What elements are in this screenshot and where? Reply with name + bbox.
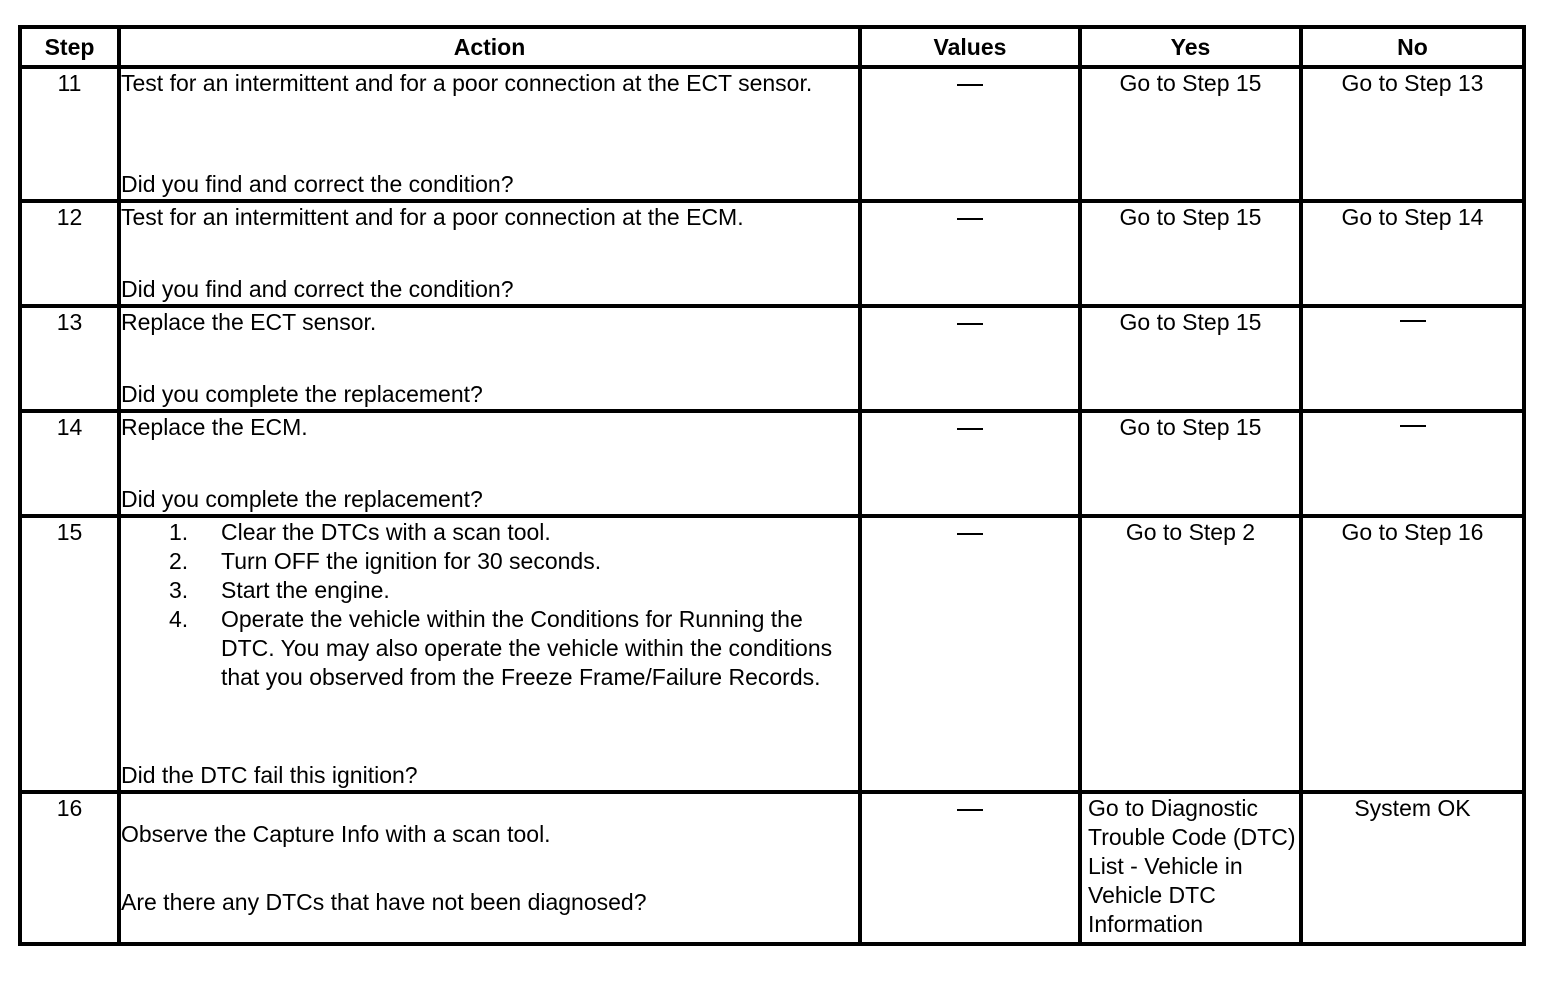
- action-cell: [119, 411, 860, 516]
- values-cell: [860, 516, 1080, 792]
- yes-cell: Go to Step 15: [1080, 201, 1301, 306]
- action-text: Observe the Capture Info with a scan tool.: [121, 820, 551, 847]
- step-number: 12: [20, 201, 119, 306]
- list-item: [169, 547, 858, 576]
- no-dash: [1400, 320, 1426, 322]
- action-cell: [119, 306, 860, 411]
- list-item: [169, 576, 858, 605]
- yes-cell: Go to Step 15: [1080, 411, 1301, 516]
- no-cell: Go to Step 14: [1301, 201, 1524, 306]
- header-step: Step: [20, 27, 119, 67]
- action-question: Did you complete the replacement?: [121, 486, 483, 512]
- value-dash: [957, 428, 983, 430]
- list-item: [169, 518, 858, 547]
- action-text: Test for an intermittent and for a poor connection at the ECT sensor.: [121, 70, 813, 96]
- header-no: No: [1301, 27, 1524, 67]
- list-item-text: Operate the vehicle within the Conditions for Running the DTC. You may also operate the vehicle within the conditions that you observed from the Freeze Frame/Failure Records.: [221, 606, 833, 690]
- step-number: 16: [20, 792, 119, 944]
- yes-cell: Go to Step 15: [1080, 67, 1301, 201]
- action-question: Did you find and correct the condition?: [121, 171, 514, 197]
- header-row: [20, 27, 1524, 67]
- action-question: Did you find and correct the condition?: [121, 276, 514, 302]
- yes-cell: Go to Diagnostic Trouble Code (DTC) List - Vehicle in Vehicle DTC Information: [1080, 792, 1301, 944]
- table-row: [20, 306, 1524, 411]
- procedure-list: [121, 518, 858, 692]
- table-row: [20, 201, 1524, 306]
- table-row: [20, 67, 1524, 201]
- values-cell: [860, 792, 1080, 944]
- list-item-number: 2.: [169, 548, 189, 574]
- no-cell: Go to Step 13: [1301, 67, 1524, 201]
- table-row: [20, 792, 1524, 944]
- action-question: Are there any DTCs that have not been diagnosed?: [121, 888, 647, 915]
- no-cell: [1301, 306, 1524, 411]
- action-question: Did you complete the replacement?: [121, 381, 483, 407]
- action-text: Test for an intermittent and for a poor connection at the ECM.: [121, 204, 744, 230]
- list-item-text: Clear the DTCs with a scan tool.: [221, 519, 551, 545]
- list-item-number: 1.: [169, 519, 189, 545]
- list-item-number: 4.: [169, 606, 189, 632]
- yes-cell: Go to Step 2: [1080, 516, 1301, 792]
- diagnostic-table: [18, 25, 1526, 946]
- header-action: Action: [119, 27, 860, 67]
- no-cell: System OK: [1301, 792, 1524, 944]
- values-cell: [860, 67, 1080, 201]
- action-question: Did the DTC fail this ignition?: [121, 762, 418, 788]
- no-cell: Go to Step 16: [1301, 516, 1524, 792]
- step-number: 11: [20, 67, 119, 201]
- header-values: Values: [860, 27, 1080, 67]
- action-cell: [119, 67, 860, 201]
- list-item-text: Start the engine.: [221, 577, 390, 603]
- step-number: 14: [20, 411, 119, 516]
- values-cell: [860, 411, 1080, 516]
- values-cell: [860, 201, 1080, 306]
- no-cell: [1301, 411, 1524, 516]
- action-cell: [119, 792, 860, 944]
- value-dash: [957, 323, 983, 325]
- yes-cell: Go to Step 15: [1080, 306, 1301, 411]
- value-dash: [957, 809, 983, 811]
- action-text: Replace the ECM.: [121, 414, 308, 440]
- value-dash: [957, 533, 983, 535]
- value-dash: [957, 84, 983, 86]
- step-number: 15: [20, 516, 119, 792]
- table-row: [20, 411, 1524, 516]
- value-dash: [957, 218, 983, 220]
- no-dash: [1400, 425, 1426, 427]
- action-text: Replace the ECT sensor.: [121, 309, 377, 335]
- list-item-text: Turn OFF the ignition for 30 seconds.: [221, 548, 602, 574]
- list-item-number: 3.: [169, 577, 189, 603]
- table-row: [20, 516, 1524, 792]
- action-cell: [119, 201, 860, 306]
- step-number: 13: [20, 306, 119, 411]
- list-item: [169, 605, 858, 692]
- values-cell: [860, 306, 1080, 411]
- action-cell: [119, 516, 860, 792]
- header-yes: Yes: [1080, 27, 1301, 67]
